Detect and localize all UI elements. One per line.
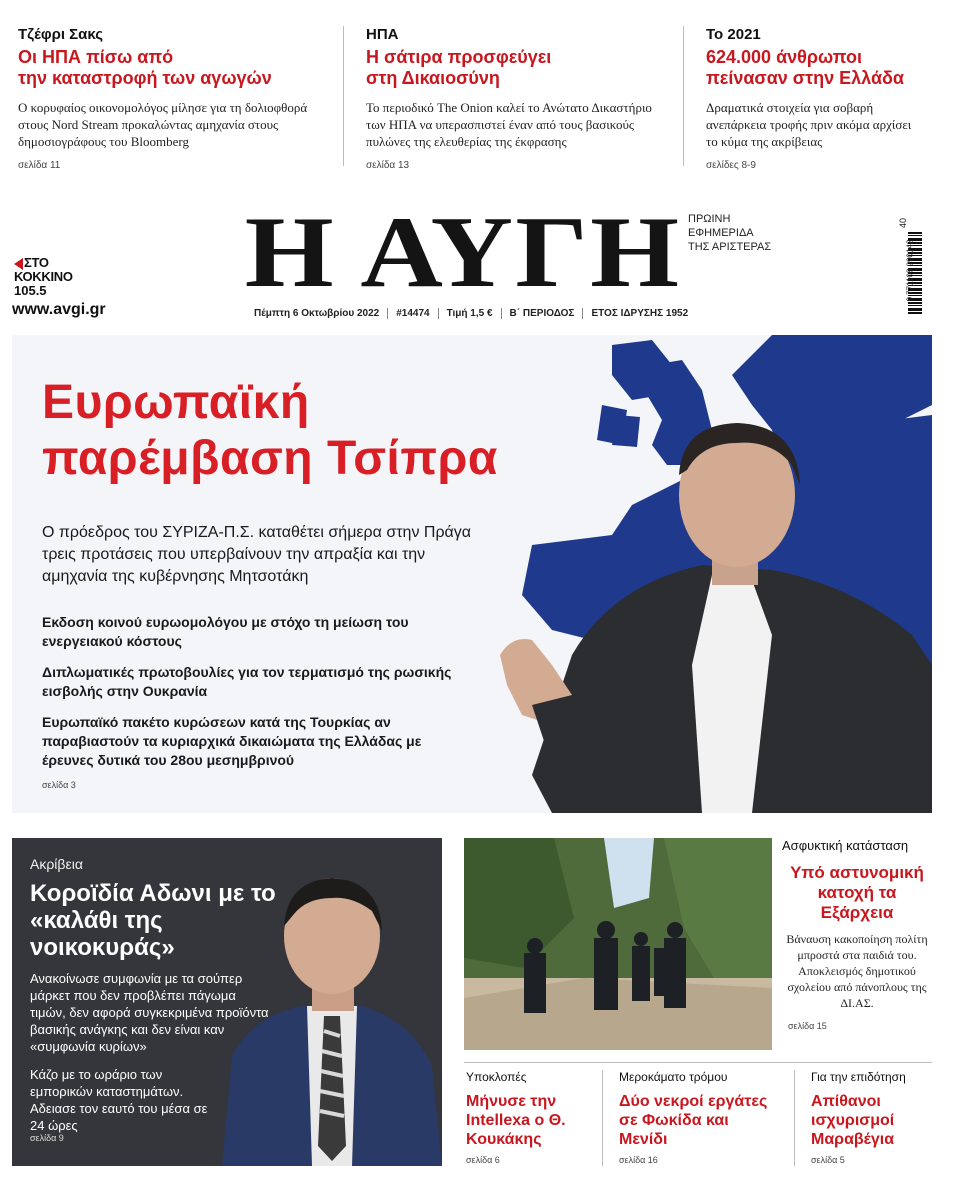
issue-period: Β΄ ΠΕΡΙΟΔΟΣ — [501, 308, 583, 319]
teaser-headline-line: στη Δικαιοσύνη — [366, 68, 500, 88]
issue-price: Τιμή 1,5 € — [438, 308, 501, 319]
teaser-headline-line: Η σάτιρα προσφεύγει — [366, 47, 552, 67]
teaser-page: σελίδα 13 — [366, 160, 410, 171]
story-kicker: Ακρίβεια — [30, 856, 83, 872]
story-headline: Κοροϊδία Αδωνι με το «καλάθι της νοικοκυράς» — [30, 880, 276, 961]
divider — [464, 1062, 932, 1063]
teaser-page: σελίδες 8-9 — [706, 160, 756, 171]
lead-bullets — [42, 613, 462, 782]
teaser-headline-line: πείνασαν στην Ελλάδα — [706, 68, 904, 88]
top-teasers — [18, 26, 940, 171]
story-headline: Υπό αστυνομική κατοχή τα Εξάρχεια — [790, 863, 924, 922]
tagline-line: ΤΗΣ ΑΡΙΣΤΕΡΑΣ — [688, 241, 772, 253]
teaser-kicker: ΗΠΑ — [366, 26, 399, 43]
story-body: Ανακοίνωσε συμφωνία με τα σούπερ μάρκετ που δεν προβλέπει πάγωμα τιμών, δεν αφορά συγκεκριμένα προϊόντα βασικής ανάγκης και δεν είναι καν «συμφωνία κυρίων» — [30, 971, 269, 1054]
teaser-page: σελίδα 5 — [811, 1155, 845, 1165]
teaser-kicker: Το 2021 — [706, 26, 761, 43]
radio-frequency: 105.5 — [14, 283, 47, 298]
story-page: σελίδα 9 — [30, 1133, 64, 1143]
teaser-page: σελίδα 16 — [619, 1155, 658, 1165]
teaser-hunger[interactable] — [683, 26, 940, 171]
play-triangle-icon — [14, 258, 23, 270]
exarchia-photo[interactable] — [464, 838, 772, 1050]
website-link[interactable]: www.avgi.gr — [12, 301, 106, 318]
lead-headline[interactable] — [42, 375, 498, 487]
lead-page: σελίδα 3 — [42, 780, 76, 790]
teaser-headline — [18, 47, 329, 89]
lead-bullet: Ευρωπαϊκό πακέτο κυρώσεων κατά της Τουρκίας αν παραβιαστούν τα κυριαρχικά δικαιώματα της Ελλάδας με έρευνες δυτικά του 28ου μεσημβρινού — [42, 714, 422, 768]
teaser-kicker: Υποκλοπές — [466, 1070, 527, 1084]
teaser-sachs[interactable] — [18, 26, 343, 171]
bottom-teaser-wiretaps[interactable] — [466, 1070, 596, 1166]
teaser-headline-line: Οι ΗΠΑ πίσω από — [18, 47, 174, 67]
barcode — [896, 218, 926, 320]
lead-bullet: Εκδοση κοινού ευρωομολόγου με στόχο τη μείωση του ενεργειακού κόστους — [42, 614, 409, 649]
teaser-headline — [366, 47, 669, 89]
radio-logo-text: ΣΤΟ ΚΟΚΚΙΝΟ — [14, 255, 73, 284]
teaser-kicker: Τζέφρι Σακς — [18, 26, 104, 43]
teaser-headline: Δύο νεκροί εργάτες σε Φωκίδα και Μενίδι — [619, 1093, 768, 1148]
lead-headline-line: παρέμβαση Τσίπρα — [42, 432, 498, 485]
teaser-kicker: Για την επιδότηση — [811, 1070, 906, 1084]
story-page: σελίδα 15 — [788, 1021, 827, 1031]
teaser-headline-line: την καταστροφή των αγωγών — [18, 68, 272, 88]
newspaper-title: Η ΑΥΓΗ — [244, 196, 682, 309]
story-body: Βάναυση κακοποίηση πολίτη μπροστά στα παιδιά του. Αποκλεισμός δημοτικού σχολείου από πάνοπλους της ΔΙ.ΑΣ. — [786, 932, 928, 1010]
founding-year: ΕΤΟΣ ΙΔΡΥΣΗΣ 1952 — [582, 308, 696, 319]
story-kicker: Ασφυκτική κατάσταση — [782, 838, 909, 853]
teaser-headline: Μήνυσε την Intellexa ο Θ. Κουκάκης — [466, 1093, 566, 1148]
story-prices[interactable] — [12, 838, 442, 1166]
tagline-line: ΠΡΩΙΝΗ — [688, 213, 731, 225]
radio-logo-line1 — [14, 256, 104, 284]
issue-number: #14474 — [387, 308, 437, 319]
teaser-body: Ο κορυφαίος οικονομολόγος μίλησε για τη δολιοφθορά στους Nord Stream προκαλώντας αμηχανία στους δημοσιογράφους του Bloomberg — [18, 100, 308, 149]
teaser-page: σελίδα 11 — [18, 160, 61, 171]
lead-subtitle: Ο πρόεδρος του ΣΥΡΙΖΑ-Π.Σ. καταθέτει σήμερα στην Πράγα τρεις προτάσεις που υπερβαίνουν την απραξία και την αμηχανία της κυβέρνησης Μητσοτάκη — [42, 524, 472, 585]
teaser-headline — [706, 47, 926, 89]
barcode-issue: 40 — [898, 217, 909, 229]
teaser-page: σελίδα 6 — [466, 1155, 500, 1165]
tagline-line: ΕΦΗΜΕΡΙΔΑ — [688, 227, 754, 239]
bottom-teaser-workers[interactable] — [602, 1070, 780, 1166]
tagline — [688, 212, 771, 254]
issue-date: Πέμπτη 6 Οκτωβρίου 2022 — [254, 307, 380, 319]
bottom-teaser-subsidy[interactable] — [794, 1070, 934, 1166]
police-photo — [464, 838, 772, 1050]
barcode-number: 9 771108 990142 — [905, 239, 915, 302]
lead-headline-line: Ευρωπαϊκή — [42, 376, 310, 429]
story-exarchia[interactable] — [782, 838, 932, 1031]
teaser-headline: Απίθανοι ισχυρισμοί Μαραβέγια — [811, 1093, 895, 1148]
radio-logo[interactable] — [14, 255, 104, 298]
teaser-headline-line: 624.000 άνθρωποι — [706, 47, 862, 67]
teaser-onion[interactable] — [343, 26, 683, 171]
teaser-body: Δραματικά στοιχεία για σοβαρή ανεπάρκεια τροφής πριν ακόμα αρχίσει το κύμα της ακρίβειας — [706, 100, 912, 149]
teaser-body: Το περιοδικό The Onion καλεί το Ανώτατο Δικαστήριο των ΗΠΑ να υπερασπιστεί έναν από τους βασικούς πυλώνες της ελευθερίας της έκφρασης — [366, 100, 652, 149]
story-body-secondary: Κάζο με το ωράριο των εμπορικών καταστημάτων. Αδειασε τον εαυτό του μέσα σε 24 ώρες — [30, 1067, 208, 1133]
lead-bullet: Διπλωματικές πρωτοβουλίες για τον τερματισμό της ρωσικής εισβολής στην Ουκρανία — [42, 664, 452, 699]
dateline — [250, 304, 689, 322]
teaser-kicker: Μεροκάματο τρόμου — [619, 1070, 728, 1084]
